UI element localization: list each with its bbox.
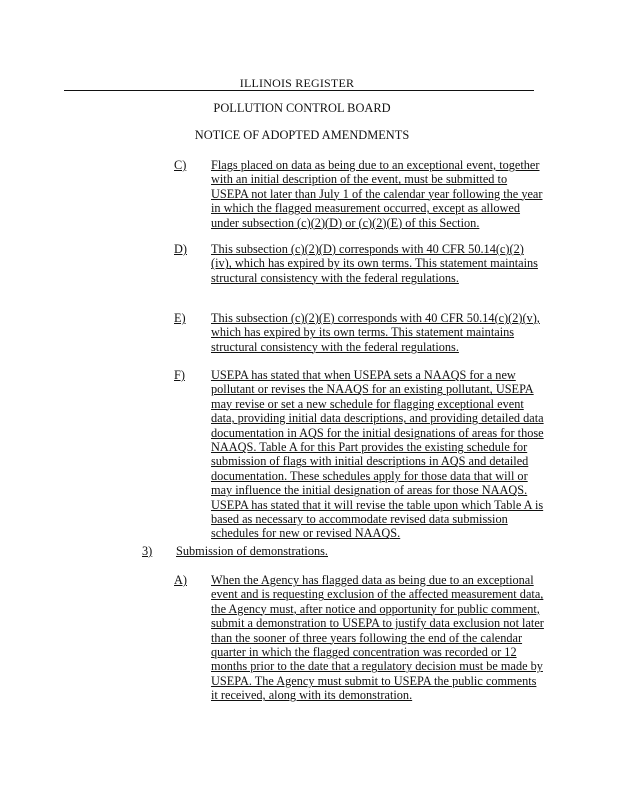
- header-rule: [64, 90, 534, 91]
- paragraph-label: D): [174, 242, 187, 256]
- paragraph-label: E): [174, 311, 186, 325]
- paragraph-text: When the Agency has flagged data as being due to an exceptional event and is requesting exclusion of the affected measurement data, the Agency must, after notice and opportunity for public comment, submit a demonstration to USEPA to justify data exclusion not later than the sooner of three years following the end of the calendar quarter in which the flagged concentration was recorded or 12 months prior to the date that a regulatory decision must be made by USEPA. The Agency must submit to USEPA the public comments it received, along with its demonstration.: [211, 573, 544, 703]
- notice-title: NOTICE OF ADOPTED AMENDMENTS: [194, 128, 410, 142]
- paragraph-text: This subsection (c)(2)(E) corresponds with 40 CFR 50.14(c)(2)(v), which has expired by its own terms. This statement maintains structural consistency with the federal regulations.: [211, 311, 540, 354]
- paragraph-label: A): [174, 573, 187, 587]
- paragraph-text: USEPA has stated that when USEPA sets a NAAQS for a new pollutant or revises the NAAQS for an existing pollutant, USEPA may revise or set a new schedule for flagging exceptional event data, providing initial data descriptions, and providing detailed data documentation in AQS for the initial designations of areas for those NAAQS. Table A for this Part provides the existing schedule for submission of flags with initial descriptions in AQS and detailed documentation. These schedules apply for those data that will or may influence the initial designation of areas for those NAAQS. USEPA has stated that it will revise the table upon which Table A is based as necessary to accommodate revised data submission schedules for new or revised NAAQS.: [211, 368, 544, 541]
- section-text: Submission of demonstrations.: [176, 544, 329, 558]
- paragraph-text: This subsection (c)(2)(D) corresponds with 40 CFR 50.14(c)(2)(iv), which has expired by its own terms. This statement maintains structural consistency with the federal regulations.: [211, 242, 538, 285]
- section-label: 3): [142, 544, 153, 558]
- paragraph-label: C): [174, 158, 187, 172]
- agency-name: POLLUTION CONTROL BOARD: [213, 101, 391, 115]
- paragraph-text: Flags placed on data as being due to an exceptional event, together with an initial description of the event, must be submitted to USEPA not later than July 1 of the calendar year following the year in which the flagged measurement occurred, except as allowed under subsection (c)(2)(D) or (c)(2)(E) of this Section.: [211, 158, 543, 230]
- register-title: ILLINOIS REGISTER: [239, 76, 355, 90]
- paragraph-label: F): [174, 368, 185, 382]
